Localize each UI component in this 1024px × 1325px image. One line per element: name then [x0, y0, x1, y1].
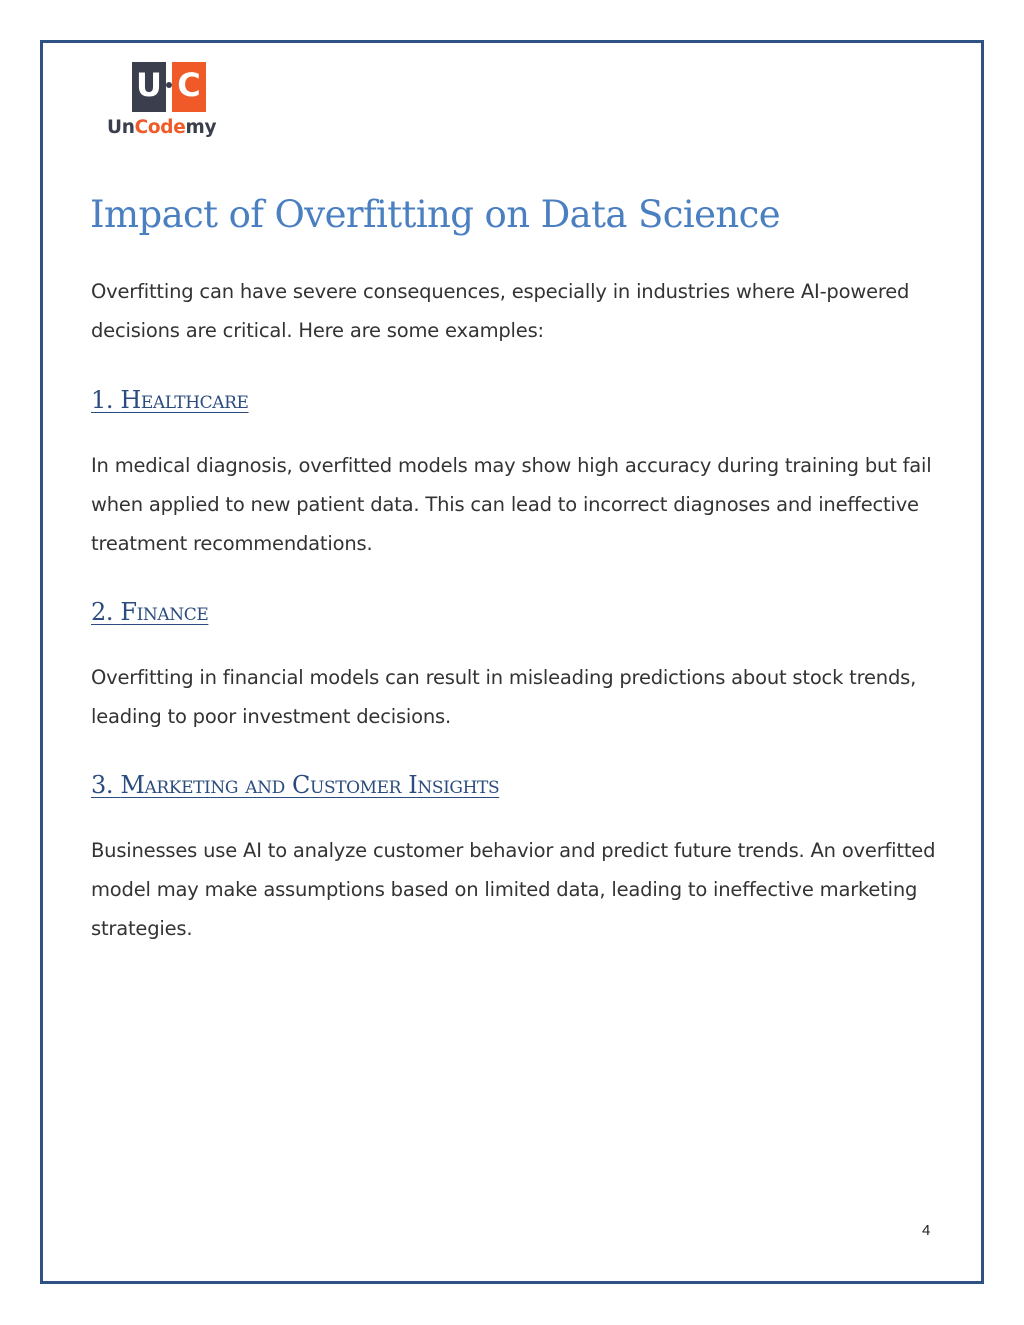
intro-paragraph: Overfitting can have severe consequences, especially in industries where AI-powered decisions are critical. Here are some examples:: [91, 280, 910, 342]
section-number: 2.: [91, 598, 114, 626]
logo-wordmark: [107, 117, 231, 138]
page-number: 4: [922, 1222, 931, 1239]
section-heading-healthcare: [91, 386, 249, 414]
section-heading-marketing: [91, 771, 499, 799]
section-heading-finance: [91, 598, 208, 626]
section-heading-text: Marketing and Customer Insights: [120, 771, 500, 799]
logo-word-part1: Un: [107, 117, 135, 138]
section-body-marketing: Businesses use AI to analyze customer behavior and predict future trends. An overfitted model may make assumptions based on limited data, leading to ineffective marketing strategies.: [91, 839, 936, 940]
logo-letter-c: C: [172, 62, 206, 112]
section-heading-text: Healthcare: [120, 386, 249, 414]
section-number: 3.: [91, 771, 114, 799]
page-title: Impact of Overfitting on Data Science: [90, 193, 781, 236]
logo-mark: [132, 62, 206, 112]
logo-letter-u: U: [132, 62, 166, 112]
logo-word-part2: Code: [134, 117, 186, 138]
section-body-healthcare: In medical diagnosis, overfitted models may show high accuracy during training but fail when applied to new patient data. This can lead to incorrect diagnoses and ineffective treatment recommendations.: [91, 454, 932, 555]
uncodemy-logo: [107, 60, 231, 142]
section-heading-text: Finance: [120, 598, 209, 626]
section-body-finance: Overfitting in financial models can result in misleading predictions about stock trends, leading to poor investment decisions.: [91, 666, 917, 728]
logo-word-part3: my: [185, 117, 217, 138]
section-number: 1.: [91, 386, 114, 414]
